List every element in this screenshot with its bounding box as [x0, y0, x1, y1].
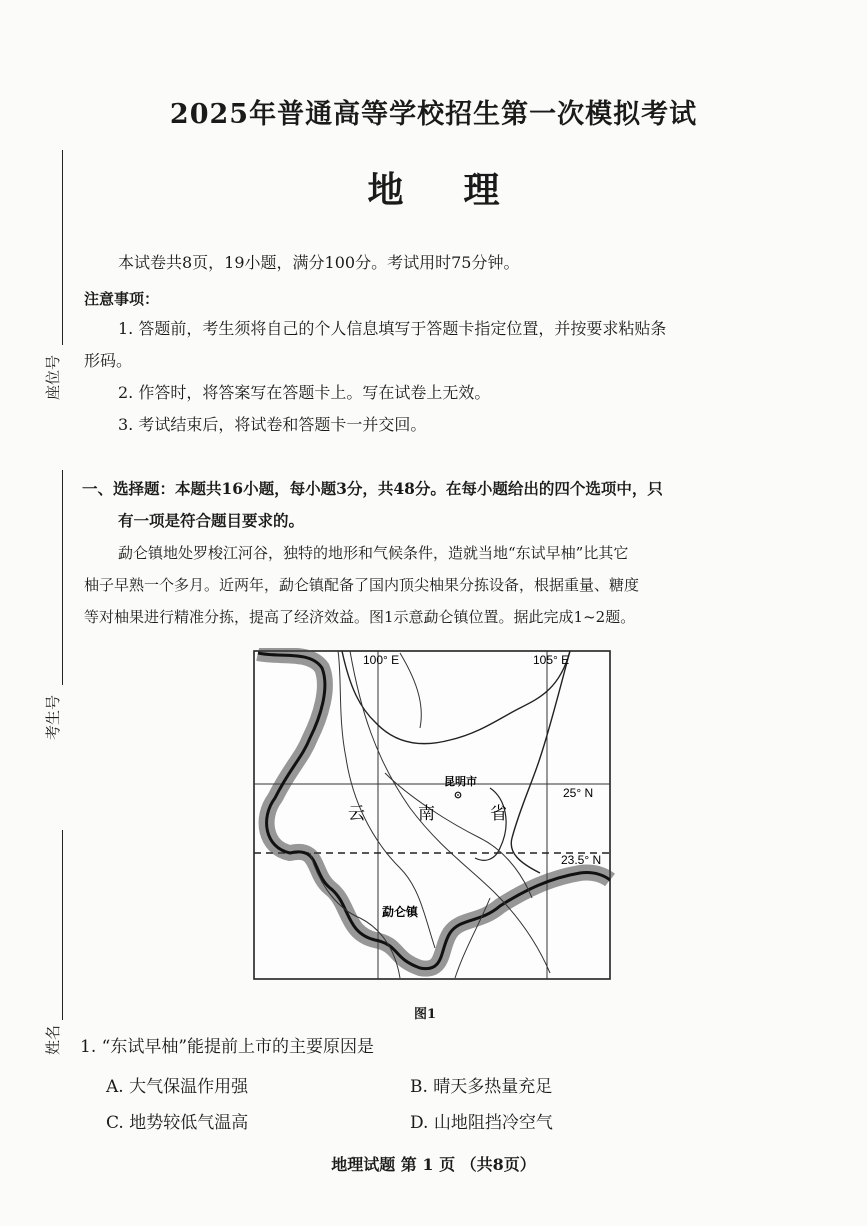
- exam-title: 2025年普通高等学校招生第一次模拟考试: [169, 99, 698, 130]
- section1-heading: 一、选择题：本题共16小题，每小题3分，共48分。在每小题给出的四个选项中，只: [82, 479, 663, 498]
- seat-number-label: 座位号: [44, 354, 62, 400]
- label-province-char-2: 南: [418, 804, 435, 824]
- passage-line-2: 柚子早熟一个多月。近两年，勐仑镇配备了国内顶尖柚果分拣设备，根据重量、糖度: [84, 576, 640, 594]
- label-menglun: 勐仑镇: [382, 905, 419, 919]
- question-1-option-d[interactable]: D. 山地阻挡冷空气: [410, 1113, 553, 1133]
- question-1-option-b[interactable]: B. 晴天多热量充足: [410, 1077, 553, 1097]
- label-lon-100: 100° E: [363, 653, 400, 667]
- label-province-char-3: 省: [490, 804, 507, 824]
- label-kunming: 昆明市: [444, 775, 477, 788]
- margin-line-exam-no: [62, 470, 63, 685]
- page-footer: 地理试题 第 1 页 （共8页）: [331, 1155, 536, 1174]
- notice-item-1-cont: 形码。: [84, 351, 133, 370]
- subject-title: 地理: [367, 169, 560, 211]
- question-1-option-c[interactable]: C. 地势较低气温高: [106, 1113, 249, 1133]
- passage-line-1: 勐仑镇地处罗梭江河谷，独特的地形和气候条件，造就当地“东试早柚”比其它: [118, 544, 629, 562]
- figure-caption: 图1: [414, 1007, 437, 1022]
- exam-number-label: 考生号: [44, 694, 62, 740]
- label-province-char-1: 云: [348, 804, 365, 824]
- exam-intro: 本试卷共8页，19小题，满分100分。考试用时75分钟。: [118, 253, 520, 272]
- notice-title: 注意事项：: [84, 290, 160, 308]
- notice-item-2: 2. 作答时，将答案写在答题卡上。写在试卷上无效。: [118, 383, 491, 402]
- name-label: 姓名: [44, 1024, 62, 1055]
- margin-line-seat: [62, 150, 63, 345]
- label-lon-105: 105° E: [533, 653, 570, 667]
- label-lat-25: 25° N: [563, 786, 594, 800]
- label-lat-23-5: 23.5° N: [561, 853, 602, 867]
- notice-item-3: 3. 考试结束后，将试卷和答题卡一并交回。: [118, 415, 427, 434]
- notice-item-1: 1. 答题前，考生须将自己的个人信息填写于答题卡指定位置，并按要求粘贴条: [118, 319, 667, 338]
- margin-line-name: [62, 830, 63, 1020]
- question-1-stem: 1. “东试早柚”能提前上市的主要原因是: [80, 1037, 375, 1057]
- question-1-option-a[interactable]: A. 大气保温作用强: [106, 1077, 249, 1097]
- passage-line-3: 等对柚果进行精准分拣，提高了经济效益。图1示意勐仑镇位置。据此完成1~2题。: [84, 608, 636, 626]
- map-figure: [250, 648, 616, 984]
- section1-heading-cont: 有一项是符合题目要求的。: [118, 511, 305, 530]
